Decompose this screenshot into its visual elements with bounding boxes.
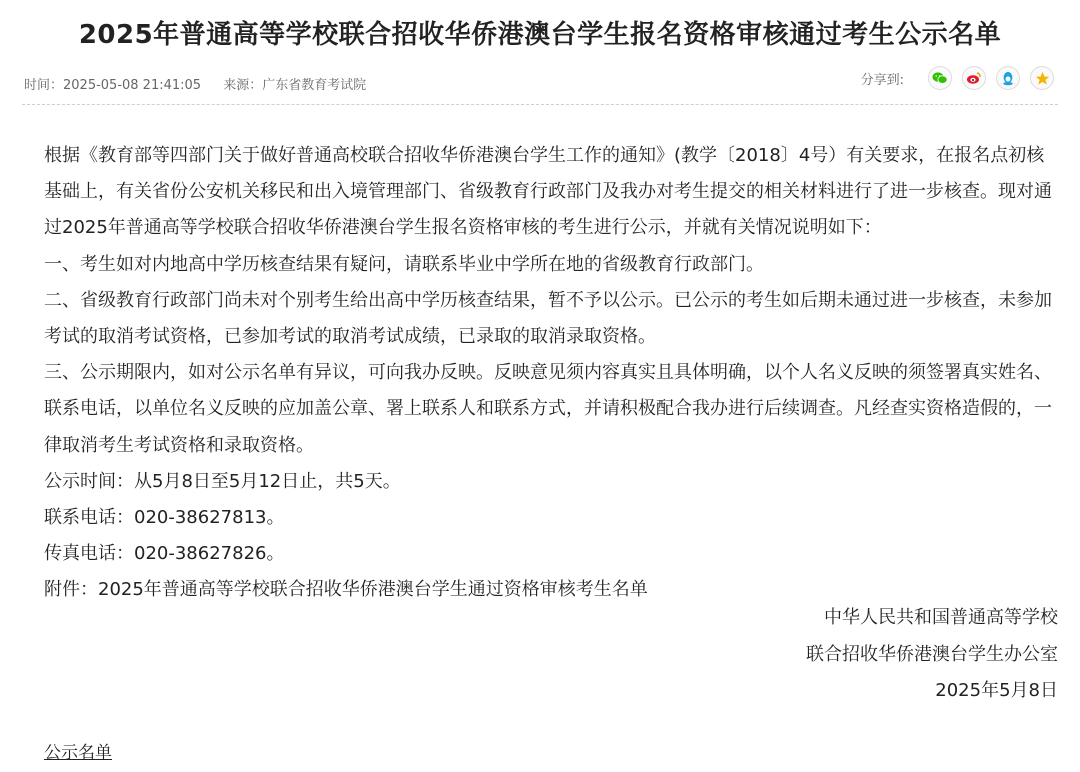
- wechat-icon: [932, 71, 948, 85]
- article-meta: [24, 74, 384, 93]
- share-wechat-button[interactable]: [928, 66, 952, 90]
- article-body: [44, 138, 1060, 609]
- paragraph-item-3: 三、公示期限内，如对公示名单有异议，可向我办反映。反映意见须内容真实且具体明确，以个人名义反映的须签署真实姓名、联系电话，以单位名义反映的应加盖公章、署上联系人和联系方式，并请积极配合我办进行后续调查。凡经查实资格造假的，一律取消考生考试资格和录取资格。: [44, 362, 1052, 456]
- signature-line-2: 联合招收华侨港澳台学生办公室: [806, 644, 1058, 665]
- paragraph-intro: [44, 138, 1060, 247]
- paragraph-item-1: 一、考生如对内地高中学历核查结果有疑问，请联系毕业中学所在地的省级教育行政部门。: [44, 253, 764, 275]
- share-weibo-button[interactable]: [962, 66, 986, 90]
- page-title: 2025年普通高等学校联合招收华侨港澳台学生报名资格审核通过考生公示名单: [78, 20, 1002, 50]
- signature-date: 2025年5月8日: [935, 680, 1058, 701]
- article-source: 来源：广东省教育考试院: [223, 78, 367, 93]
- share-favorite-button[interactable]: [1030, 66, 1054, 90]
- paragraph-intro-text: 根据《教育部等四部门关于做好普通高校联合招收华侨港澳台学生工作的通知》(教学〔2018〕4号）有关要求，在报名点初核基础上，有关省份公安机关移民和出入境管理部门、省级教育行政部门及我办对考生提交的相关材料进行了进一步核查。现对通过2025年普通高等学校联合招收华侨港澳台学生报名资格审核的考生进行公示，并就有关情况说明如下：: [44, 145, 1052, 239]
- fax-number: 传真电话：020-38627826。: [44, 543, 285, 565]
- publish-time: 时间：2025-05-08 21:41:05: [24, 78, 202, 93]
- attachment-note: 附件：2025年普通高等学校联合招收华侨港澳台学生通过资格审核考生名单: [44, 579, 648, 601]
- star-icon: [1035, 71, 1050, 86]
- contact-phone: 联系电话：020-38627813。: [44, 507, 285, 529]
- signature-line-1: 中华人民共和国普通高等学校: [824, 607, 1058, 628]
- header-divider: [22, 104, 1058, 105]
- publicity-list-link[interactable]: 公示名单: [44, 743, 112, 763]
- share-bar: [861, 66, 1054, 90]
- share-label: 分享到:: [860, 72, 904, 88]
- paragraph-item-2: 二、省级教育行政部门尚未对个别考生给出高中学历核查结果，暂不予以公示。已公示的考生如后期未通过进一步核查，未参加考试的取消考试资格，已参加考试的取消考试成绩，已录取的取消录取资格。: [44, 289, 1052, 348]
- publicity-period: 公示时间：从5月8日至5月12日止，共5天。: [44, 470, 401, 492]
- qq-icon: [1001, 71, 1015, 86]
- weibo-icon: [966, 71, 982, 85]
- share-qq-button[interactable]: [996, 66, 1020, 90]
